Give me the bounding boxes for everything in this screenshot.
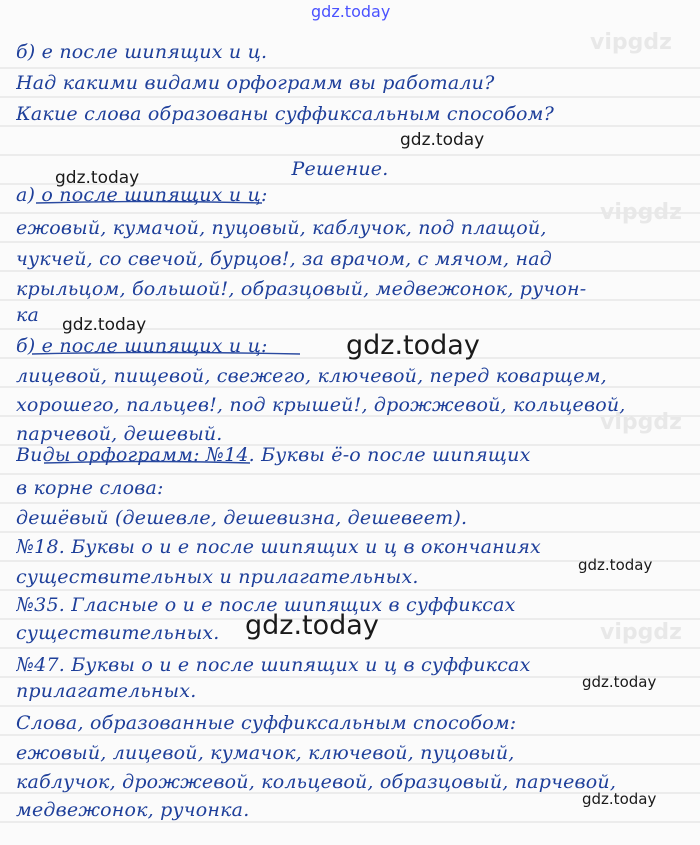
text-line: б) е после шипящих и ц.	[16, 41, 268, 63]
text-line: Какие слова образованы суффиксальным способом?	[16, 103, 554, 125]
site-watermark: gdz.today	[346, 330, 480, 361]
text-line: б) е после шипящих и ц:	[16, 335, 268, 357]
text-line: медвежонок, ручонка.	[16, 799, 250, 821]
site-watermark: gdz.today	[578, 556, 653, 574]
text-line: №18. Буквы о и е после шипящих и ц в окончаниях	[16, 536, 541, 558]
site-watermark: gdz.today	[582, 673, 657, 691]
text-line: а) о после шипящих и ц:	[16, 184, 268, 206]
site-watermark-top: gdz.today	[311, 2, 391, 21]
text-line: хорошего, пальцев!, под крышей!, дрожжевой, кольцевой,	[16, 394, 626, 416]
text-line-heading: Решение.	[291, 158, 389, 180]
text-line: Слова, образованные суффиксальным способом:	[16, 712, 517, 734]
text-line: №47. Буквы о и е после шипящих и ц в суффиксах	[16, 654, 531, 676]
text-line: ка	[16, 304, 40, 326]
text-line: Над какими видами орфограмм вы работали?	[16, 72, 495, 94]
background-watermark: vipgdz	[600, 200, 682, 225]
text-line: парчевой, дешевый.	[16, 423, 223, 445]
site-watermark: gdz.today	[400, 130, 485, 150]
text-line: чукчей, со свечой, бурцов!, за врачом, с мячом, над	[16, 248, 553, 270]
site-watermark: gdz.today	[62, 315, 147, 335]
site-watermark: gdz.today	[582, 790, 657, 808]
text-line: ежовый, лицевой, кумачок, ключевой, пуцовый,	[16, 742, 515, 764]
text-line: №35. Гласные о и е после шипящих в суффиксах	[16, 594, 516, 616]
text-line: лицевой, пищевой, свежего, ключевой, перед коварщем,	[16, 365, 607, 387]
text-line: ежовый, кумачой, пуцовый, каблучок, под плащой,	[16, 217, 547, 239]
text-line: Виды орфограмм: №14. Буквы ё-о после шипящих	[16, 444, 531, 466]
text-line: существительных.	[16, 622, 220, 644]
text-line: в корне слова:	[16, 477, 164, 499]
text-line: крыльцом, большой!, образцовый, медвежонок, ручон-	[16, 278, 587, 300]
text-line: каблучок, дрожжевой, кольцевой, образцовый, парчевой,	[16, 771, 617, 793]
background-watermark: vipgdz	[600, 410, 682, 435]
site-watermark: gdz.today	[55, 168, 140, 188]
text-line: дешёвый (дешевле, дешевизна, дешевеет).	[16, 507, 468, 529]
text-line: существительных и прилагательных.	[16, 566, 419, 588]
site-watermark: gdz.today	[245, 610, 379, 641]
background-watermark: vipgdz	[600, 620, 682, 645]
background-watermark: vipgdz	[590, 30, 672, 55]
text-line: прилагательных.	[16, 680, 197, 702]
